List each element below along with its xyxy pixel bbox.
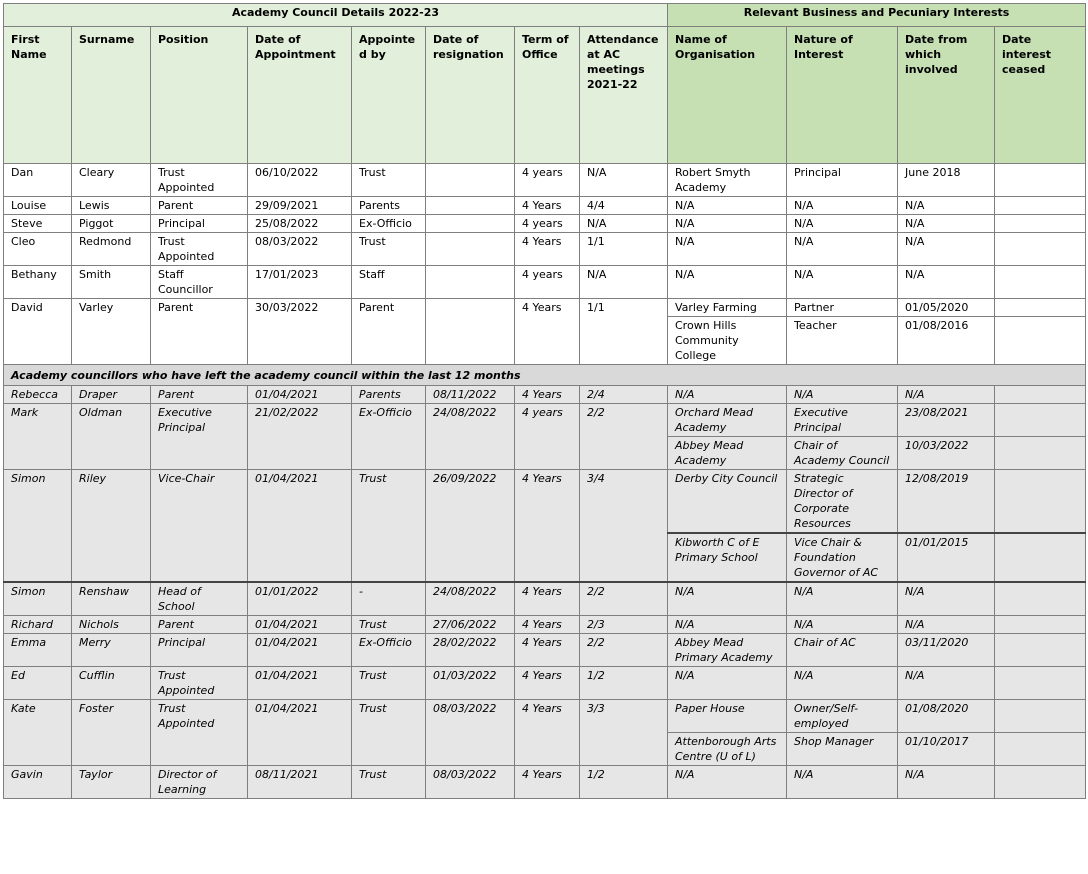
attendance-cell: N/A — [580, 164, 668, 197]
date-from-cell: 01/08/2020 — [898, 700, 995, 733]
surname-cell: Cufflin — [72, 667, 151, 700]
table-row — [4, 386, 1086, 404]
date-from-cell: N/A — [898, 582, 995, 616]
first-name-cell: Louise — [4, 197, 72, 215]
date-from-cell: N/A — [898, 233, 995, 266]
date-from-cell: 01/05/2020 — [898, 299, 995, 317]
organisation-cell: N/A — [668, 266, 787, 299]
date-from-cell: 01/10/2017 — [898, 733, 995, 766]
position-cell: Trust Appointed — [151, 700, 248, 766]
position-cell: Trust Appointed — [151, 233, 248, 266]
col-header-date-from: Date from which involved — [898, 27, 995, 164]
term-cell: 4 Years — [515, 616, 580, 634]
table-row — [4, 164, 1086, 197]
resignation-date-cell: 08/03/2022 — [426, 766, 515, 799]
attendance-cell: 3/3 — [580, 700, 668, 766]
date-ceased-cell — [995, 533, 1086, 582]
organisation-cell: N/A — [668, 197, 787, 215]
first-name-cell: Mark — [4, 404, 72, 470]
appointed-by-cell: Parents — [352, 197, 426, 215]
nature-cell: Owner/Self-employed — [787, 700, 898, 733]
organisation-cell: N/A — [668, 233, 787, 266]
appointed-by-cell: Parents — [352, 386, 426, 404]
nature-cell: Principal — [787, 164, 898, 197]
resignation-date-cell — [426, 233, 515, 266]
appointment-date-cell: 01/04/2021 — [248, 386, 352, 404]
resignation-date-cell: 08/11/2022 — [426, 386, 515, 404]
organisation-cell: Derby City Council — [668, 470, 787, 534]
surname-cell: Oldman — [72, 404, 151, 470]
resignation-date-cell: 28/02/2022 — [426, 634, 515, 667]
date-from-cell: N/A — [898, 197, 995, 215]
col-header-term-of-office: Term of Office — [515, 27, 580, 164]
nature-cell: Teacher — [787, 317, 898, 365]
first-name-cell: Rebecca — [4, 386, 72, 404]
academy-council-table — [3, 3, 1086, 799]
attendance-cell: 2/2 — [580, 634, 668, 667]
attendance-cell: 3/4 — [580, 470, 668, 583]
appointment-date-cell: 01/01/2022 — [248, 582, 352, 616]
table-row — [4, 582, 1086, 616]
appointment-date-cell: 17/01/2023 — [248, 266, 352, 299]
date-ceased-cell — [995, 616, 1086, 634]
position-cell: Vice-Chair — [151, 470, 248, 583]
position-cell: Parent — [151, 386, 248, 404]
date-ceased-cell — [995, 582, 1086, 616]
surname-cell: Riley — [72, 470, 151, 583]
surname-cell: Nichols — [72, 616, 151, 634]
table-row — [4, 215, 1086, 233]
table-row — [4, 667, 1086, 700]
table-row — [4, 634, 1086, 667]
appointed-by-cell: Ex-Officio — [352, 634, 426, 667]
attendance-cell: 1/1 — [580, 299, 668, 365]
position-cell: Principal — [151, 215, 248, 233]
appointed-by-cell: Trust — [352, 233, 426, 266]
organisation-cell: N/A — [668, 386, 787, 404]
attendance-cell: 1/2 — [580, 667, 668, 700]
date-ceased-cell — [995, 634, 1086, 667]
date-from-cell: 23/08/2021 — [898, 404, 995, 437]
term-cell: 4 years — [515, 215, 580, 233]
appointed-by-cell: Trust — [352, 164, 426, 197]
date-ceased-cell — [995, 404, 1086, 437]
date-from-cell: 01/08/2016 — [898, 317, 995, 365]
appointment-date-cell: 21/02/2022 — [248, 404, 352, 470]
col-header-attendance: Attendance at AC meetings 2021-22 — [580, 27, 668, 164]
section-row — [4, 365, 1086, 386]
surname-cell: Taylor — [72, 766, 151, 799]
council-details-title: Academy Council Details 2022-23 — [4, 4, 668, 27]
nature-cell: N/A — [787, 266, 898, 299]
col-header-first-name: First Name — [4, 27, 72, 164]
first-name-cell: Gavin — [4, 766, 72, 799]
date-ceased-cell — [995, 266, 1086, 299]
table-row — [4, 197, 1086, 215]
term-cell: 4 years — [515, 266, 580, 299]
col-header-position: Position — [151, 27, 248, 164]
first-name-cell: Dan — [4, 164, 72, 197]
first-name-cell: Richard — [4, 616, 72, 634]
appointment-date-cell: 01/04/2021 — [248, 667, 352, 700]
attendance-cell: 1/1 — [580, 233, 668, 266]
organisation-cell: N/A — [668, 616, 787, 634]
appointed-by-cell: Staff — [352, 266, 426, 299]
surname-cell: Varley — [72, 299, 151, 365]
resignation-date-cell — [426, 197, 515, 215]
date-from-cell: 03/11/2020 — [898, 634, 995, 667]
surname-cell: Piggot — [72, 215, 151, 233]
resignation-date-cell: 24/08/2022 — [426, 582, 515, 616]
date-ceased-cell — [995, 470, 1086, 534]
organisation-cell: N/A — [668, 582, 787, 616]
date-ceased-cell — [995, 667, 1086, 700]
date-from-cell: June 2018 — [898, 164, 995, 197]
table-row — [4, 616, 1086, 634]
resignation-date-cell: 08/03/2022 — [426, 700, 515, 766]
appointment-date-cell: 08/11/2021 — [248, 766, 352, 799]
appointed-by-cell: Trust — [352, 700, 426, 766]
attendance-cell: 4/4 — [580, 197, 668, 215]
nature-cell: Vice Chair & Foundation Governor of AC — [787, 533, 898, 582]
appointment-date-cell: 01/04/2021 — [248, 470, 352, 583]
nature-cell: N/A — [787, 197, 898, 215]
attendance-cell: N/A — [580, 266, 668, 299]
resignation-date-cell — [426, 266, 515, 299]
date-from-cell: 12/08/2019 — [898, 470, 995, 534]
nature-cell: Shop Manager — [787, 733, 898, 766]
organisation-cell: Abbey Mead Academy — [668, 437, 787, 470]
organisation-cell: N/A — [668, 667, 787, 700]
surname-cell: Lewis — [72, 197, 151, 215]
organisation-cell: Varley Farming — [668, 299, 787, 317]
position-cell: Parent — [151, 616, 248, 634]
table-row — [4, 233, 1086, 266]
organisation-cell: Orchard Mead Academy — [668, 404, 787, 437]
appointed-by-cell: Parent — [352, 299, 426, 365]
term-cell: 4 Years — [515, 582, 580, 616]
nature-cell: N/A — [787, 386, 898, 404]
first-name-cell: Simon — [4, 582, 72, 616]
term-cell: 4 Years — [515, 299, 580, 365]
date-ceased-cell — [995, 299, 1086, 317]
first-name-cell: David — [4, 299, 72, 365]
date-ceased-cell — [995, 766, 1086, 799]
date-from-cell: N/A — [898, 766, 995, 799]
appointed-by-cell: Trust — [352, 667, 426, 700]
date-ceased-cell — [995, 437, 1086, 470]
organisation-cell: N/A — [668, 766, 787, 799]
term-cell: 4 Years — [515, 766, 580, 799]
date-from-cell: N/A — [898, 215, 995, 233]
surname-cell: Draper — [72, 386, 151, 404]
col-header-surname: Surname — [72, 27, 151, 164]
organisation-cell: Kibworth C of E Primary School — [668, 533, 787, 582]
appointment-date-cell: 06/10/2022 — [248, 164, 352, 197]
appointment-date-cell: 01/04/2021 — [248, 634, 352, 667]
table-row — [4, 299, 1086, 317]
nature-cell: N/A — [787, 766, 898, 799]
appointed-by-cell: Ex-Officio — [352, 404, 426, 470]
col-header-nature-of-interest: Nature of Interest — [787, 27, 898, 164]
term-cell: 4 Years — [515, 700, 580, 766]
nature-cell: Executive Principal — [787, 404, 898, 437]
table-row — [4, 700, 1086, 733]
nature-cell: N/A — [787, 616, 898, 634]
date-ceased-cell — [995, 317, 1086, 365]
date-ceased-cell — [995, 733, 1086, 766]
appointment-date-cell: 08/03/2022 — [248, 233, 352, 266]
resignation-date-cell: 27/06/2022 — [426, 616, 515, 634]
appointment-date-cell: 01/04/2021 — [248, 700, 352, 766]
resignation-date-cell: 01/03/2022 — [426, 667, 515, 700]
appointed-by-cell: Ex-Officio — [352, 215, 426, 233]
organisation-cell: Paper House — [668, 700, 787, 733]
position-cell: Parent — [151, 197, 248, 215]
col-header-appointed-by: Appointed by — [352, 27, 426, 164]
surname-cell: Merry — [72, 634, 151, 667]
col-header-date-of-appointment: Date of Appointment — [248, 27, 352, 164]
attendance-cell: N/A — [580, 215, 668, 233]
organisation-cell: Robert Smyth Academy — [668, 164, 787, 197]
surname-cell: Foster — [72, 700, 151, 766]
first-name-cell: Cleo — [4, 233, 72, 266]
appointed-by-cell: - — [352, 582, 426, 616]
nature-cell: N/A — [787, 215, 898, 233]
attendance-cell: 2/3 — [580, 616, 668, 634]
term-cell: 4 Years — [515, 470, 580, 583]
attendance-cell: 2/4 — [580, 386, 668, 404]
nature-cell: Strategic Director of Corporate Resources — [787, 470, 898, 534]
date-ceased-cell — [995, 164, 1086, 197]
resignation-date-cell — [426, 299, 515, 365]
col-header-date-of-resignation: Date of resignation — [426, 27, 515, 164]
position-cell: Trust Appointed — [151, 667, 248, 700]
appointment-date-cell: 30/03/2022 — [248, 299, 352, 365]
col-header-organisation: Name of Organisation — [668, 27, 787, 164]
resignation-date-cell — [426, 215, 515, 233]
term-cell: 4 Years — [515, 197, 580, 215]
appointment-date-cell: 25/08/2022 — [248, 215, 352, 233]
nature-cell: N/A — [787, 667, 898, 700]
date-ceased-cell — [995, 386, 1086, 404]
position-cell: Director of Learning — [151, 766, 248, 799]
date-ceased-cell — [995, 197, 1086, 215]
nature-cell: N/A — [787, 582, 898, 616]
position-cell: Trust Appointed — [151, 164, 248, 197]
organisation-cell: Abbey Mead Primary Academy — [668, 634, 787, 667]
resignation-date-cell — [426, 164, 515, 197]
surname-cell: Cleary — [72, 164, 151, 197]
date-ceased-cell — [995, 700, 1086, 733]
first-name-cell: Bethany — [4, 266, 72, 299]
term-cell: 4 Years — [515, 386, 580, 404]
resignation-date-cell: 26/09/2022 — [426, 470, 515, 583]
term-cell: 4 Years — [515, 667, 580, 700]
date-from-cell: N/A — [898, 266, 995, 299]
appointment-date-cell: 01/04/2021 — [248, 616, 352, 634]
attendance-cell: 2/2 — [580, 582, 668, 616]
first-name-cell: Ed — [4, 667, 72, 700]
organisation-cell: Crown Hills Community College — [668, 317, 787, 365]
resignation-date-cell: 24/08/2022 — [426, 404, 515, 470]
surname-cell: Renshaw — [72, 582, 151, 616]
date-from-cell: N/A — [898, 386, 995, 404]
term-cell: 4 Years — [515, 634, 580, 667]
position-cell: Staff Councillor — [151, 266, 248, 299]
table-row — [4, 470, 1086, 534]
date-ceased-cell — [995, 215, 1086, 233]
appointment-date-cell: 29/09/2021 — [248, 197, 352, 215]
position-cell: Principal — [151, 634, 248, 667]
date-from-cell: 01/01/2015 — [898, 533, 995, 582]
nature-cell: Chair of AC — [787, 634, 898, 667]
surname-cell: Smith — [72, 266, 151, 299]
attendance-cell: 2/2 — [580, 404, 668, 470]
appointed-by-cell: Trust — [352, 616, 426, 634]
date-from-cell: 10/03/2022 — [898, 437, 995, 470]
position-cell: Parent — [151, 299, 248, 365]
nature-cell: Chair of Academy Council — [787, 437, 898, 470]
term-cell: 4 years — [515, 404, 580, 470]
term-cell: 4 years — [515, 164, 580, 197]
attendance-cell: 1/2 — [580, 766, 668, 799]
date-ceased-cell — [995, 233, 1086, 266]
appointed-by-cell: Trust — [352, 766, 426, 799]
interests-title: Relevant Business and Pecuniary Interests — [668, 4, 1086, 27]
position-cell: Executive Principal — [151, 404, 248, 470]
table-row — [4, 266, 1086, 299]
former-councillors-heading: Academy councillors who have left the academy council within the last 12 months — [4, 365, 1086, 386]
date-from-cell: N/A — [898, 667, 995, 700]
appointed-by-cell: Trust — [352, 470, 426, 583]
nature-cell: N/A — [787, 233, 898, 266]
date-from-cell: N/A — [898, 616, 995, 634]
organisation-cell: N/A — [668, 215, 787, 233]
first-name-cell: Kate — [4, 700, 72, 766]
first-name-cell: Emma — [4, 634, 72, 667]
term-cell: 4 Years — [515, 233, 580, 266]
col-header-date-ceased: Date interest ceased — [995, 27, 1086, 164]
first-name-cell: Simon — [4, 470, 72, 583]
table-row — [4, 766, 1086, 799]
table-row — [4, 404, 1086, 437]
nature-cell: Partner — [787, 299, 898, 317]
first-name-cell: Steve — [4, 215, 72, 233]
organisation-cell: Attenborough Arts Centre (U of L) — [668, 733, 787, 766]
position-cell: Head of School — [151, 582, 248, 616]
surname-cell: Redmond — [72, 233, 151, 266]
